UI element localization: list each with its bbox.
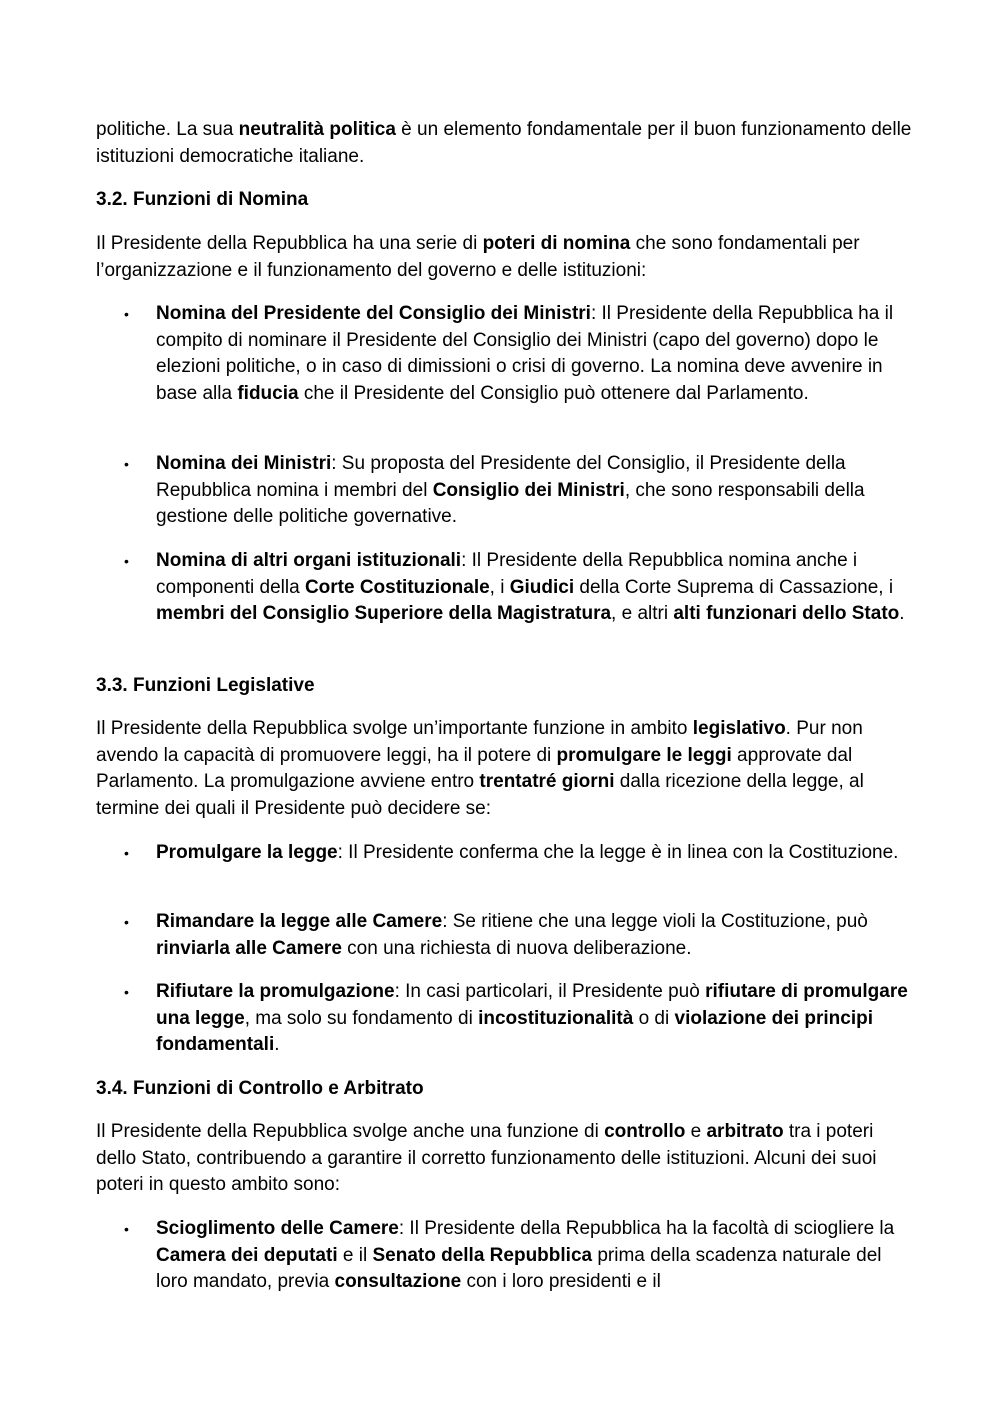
bold-text-run: Promulgare la legge bbox=[156, 842, 338, 863]
text-run: dalla ricezione della legge, al termine dei quali il Presidente può decidere se: bbox=[96, 771, 864, 819]
list-bullet: • bbox=[124, 456, 129, 472]
bold-text-run: violazione dei principi fondamentali bbox=[156, 1007, 873, 1055]
bold-text-run: incostituzionalità bbox=[478, 1007, 634, 1029]
list-bullet: • bbox=[124, 553, 129, 569]
list-item bbox=[156, 301, 916, 407]
text-run: , e altri bbox=[611, 603, 674, 624]
bold-text-run: Camera dei deputati bbox=[156, 1244, 338, 1266]
text-run: : Se ritiene che una legge violi la Costituzione, può bbox=[442, 911, 868, 932]
text-run: che sono fondamentali per l’organizzazione e il funzionamento del governo e delle istituzioni: bbox=[96, 233, 860, 281]
text-run: è un elemento fondamentale per il buon funzionamento delle istituzioni democratiche italiane. bbox=[96, 119, 912, 167]
list-item bbox=[156, 979, 916, 1059]
list-item bbox=[156, 909, 916, 962]
bold-text-run: membri del Consiglio Superiore della Magistratura bbox=[156, 603, 612, 624]
bold-text-run: Corte Costituzionale bbox=[304, 576, 490, 598]
text-run: tra i poteri dello Stato, contribuendo a garantire il corretto funzionamento delle istituzioni. Alcuni dei suoi poteri in questo ambito sono: bbox=[96, 1121, 877, 1195]
bold-text-run: Nomina dei Ministri bbox=[156, 453, 332, 474]
list-bullet: • bbox=[124, 984, 129, 1000]
bold-text-run: trentatré giorni bbox=[479, 771, 615, 792]
list-bullet: • bbox=[124, 306, 129, 322]
text-run: : Il Presidente della Repubblica nomina anche i componenti della bbox=[156, 550, 858, 598]
text-run: e il bbox=[337, 1244, 373, 1266]
bold-text-run: neutralità politica bbox=[238, 119, 396, 140]
list-item bbox=[156, 840, 916, 867]
text-run: con i loro presidenti e il bbox=[461, 1271, 661, 1292]
bold-text-run: consultazione bbox=[334, 1271, 462, 1292]
text-run: : Il Presidente della Repubblica ha il compito di nominare il Presidente del Consiglio dei Ministri (capo del governo) dopo le elezioni politiche, o in caso di dimissioni o crisi di governo. La nomina deve avvenire in base alla bbox=[156, 303, 894, 404]
bold-text-run: Nomina del Presidente del Consiglio dei Ministri bbox=[156, 303, 591, 324]
bold-text-run: fiducia bbox=[237, 382, 299, 404]
bold-text-run: Rifiutare la promulgazione bbox=[156, 981, 395, 1002]
bold-text-run: promulgare le leggi bbox=[556, 744, 732, 766]
text-run: , ma solo su fondamento di bbox=[244, 1007, 479, 1029]
text-run: . Pur non avendo la capacità di promuovere leggi, ha il potere di bbox=[96, 718, 863, 766]
text-run: che il Presidente del Consiglio può ottenere dal Parlamento. bbox=[298, 382, 809, 404]
bold-text-run: Scioglimento delle Camere bbox=[156, 1218, 399, 1239]
text-run: Il Presidente della Repubblica svolge un’importante funzione in ambito bbox=[96, 718, 693, 739]
list-item bbox=[156, 451, 916, 531]
text-run: Il Presidente della Repubblica ha una serie di bbox=[96, 233, 483, 254]
section-3-4-paragraph bbox=[96, 1119, 916, 1199]
section-heading-3-4: 3.4. Funzioni di Controllo e Arbitrato bbox=[96, 1078, 424, 1099]
text-run: o di bbox=[633, 1007, 675, 1029]
text-run: e bbox=[685, 1121, 707, 1142]
text-run: Il Presidente della Repubblica svolge anche una funzione di bbox=[96, 1121, 605, 1142]
bold-text-run: legislativo bbox=[692, 718, 786, 739]
list-bullet: • bbox=[124, 845, 129, 861]
bold-text-run: rinviarla alle Camere bbox=[156, 937, 342, 959]
list-item bbox=[156, 1216, 916, 1296]
bold-text-run: controllo bbox=[604, 1121, 686, 1142]
list-bullet: • bbox=[124, 1221, 129, 1237]
bold-text-run: poteri di nomina bbox=[482, 233, 631, 254]
bold-text-run: Senato della Repubblica bbox=[372, 1244, 593, 1266]
text-run: : Il Presidente della Repubblica ha la facoltà di sciogliere la bbox=[398, 1218, 895, 1239]
section-3-3-paragraph bbox=[96, 716, 916, 822]
text-run: . bbox=[899, 603, 905, 624]
text-run: : In casi particolari, il Presidente può bbox=[394, 981, 706, 1002]
text-run: , i bbox=[489, 576, 510, 598]
section-heading-3-2: 3.2. Funzioni di Nomina bbox=[96, 189, 309, 210]
text-run: approvate dal Parlamento. La promulgazione avviene entro bbox=[96, 744, 853, 792]
text-run: : Su proposta del Presidente del Consiglio, il Presidente della Repubblica nomina i membri del bbox=[156, 453, 846, 501]
bold-text-run: Giudici bbox=[509, 576, 575, 598]
list-item bbox=[156, 548, 916, 628]
text-run: della Corte Suprema di Cassazione, i bbox=[574, 576, 894, 598]
text-run: : Il Presidente conferma che la legge è in linea con la Costituzione. bbox=[337, 842, 899, 863]
bold-text-run: Consiglio dei Ministri bbox=[432, 479, 625, 501]
bold-text-run: arbitrato bbox=[706, 1121, 784, 1142]
text-run: con una richiesta di nuova deliberazione. bbox=[341, 937, 692, 959]
section-3-2-paragraph bbox=[96, 231, 916, 284]
bold-text-run: Rimandare la legge alle Camere bbox=[156, 911, 443, 932]
text-run: , che sono responsabili della gestione delle politiche governative. bbox=[156, 479, 865, 527]
text-run: . bbox=[274, 1034, 280, 1055]
section-heading-3-3: 3.3. Funzioni Legislative bbox=[96, 675, 315, 696]
bold-text-run: Nomina di altri organi istituzionali bbox=[156, 550, 462, 571]
intro-paragraph bbox=[96, 117, 916, 170]
list-bullet: • bbox=[124, 914, 129, 930]
text-run: politiche. La sua bbox=[96, 119, 239, 140]
bold-text-run: alti funzionari dello Stato bbox=[673, 603, 900, 624]
bold-text-run: rifiutare di promulgare una legge bbox=[156, 981, 908, 1029]
text-run: prima della scadenza naturale del loro mandato, previa bbox=[156, 1244, 882, 1292]
